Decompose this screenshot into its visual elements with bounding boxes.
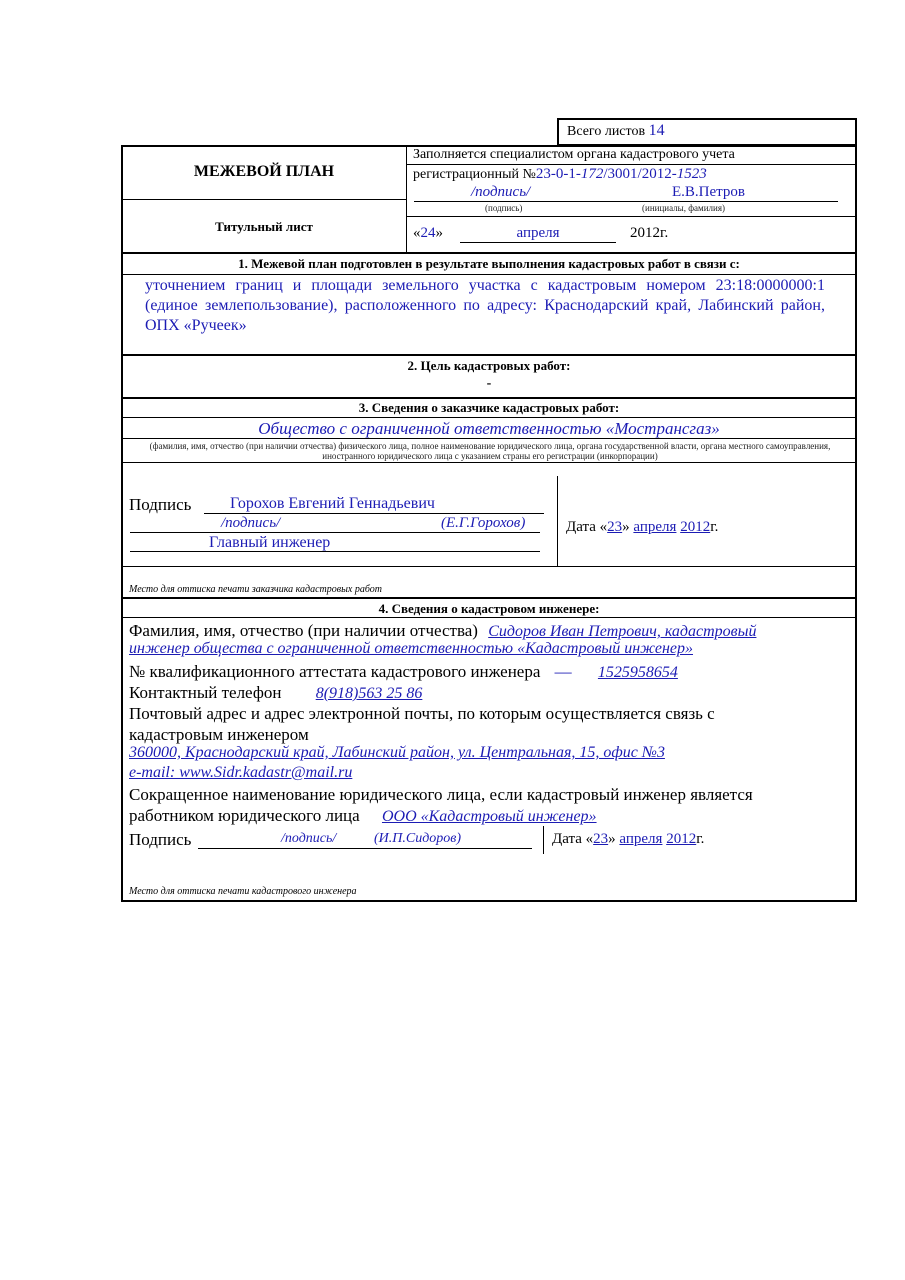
registration-date (413, 225, 443, 242)
registration-line (413, 166, 707, 183)
section-2-bottom (122, 397, 856, 399)
engineer-phone-value: 8(918)563 25 86 (315, 685, 423, 702)
engineer-fio-value-2: инженер общества с ограниченной ответственностью «Кадастровый инженер» (129, 640, 693, 657)
official-signature: /подпись/ (471, 184, 531, 200)
engineer-sign-line (198, 848, 532, 849)
engineer-initials: (И.П.Сидоров) (374, 831, 462, 846)
engineer-fio-value-1: Сидоров Иван Петрович, кадастровый (488, 623, 757, 640)
customer-signature-line (130, 532, 540, 533)
engineer-cert-dash: — (554, 662, 572, 681)
customer-date-label: Дата « (566, 519, 608, 535)
customer-date-day: 23 (607, 519, 623, 535)
header-right-line-2 (406, 216, 856, 217)
engineer-sign-label: Подпись (129, 830, 192, 849)
customer-initials: (Е.Г.Горохов) (441, 515, 526, 531)
reg-month-line (460, 242, 616, 243)
customer-caption: (фамилия, имя, отчество (при наличии отчества) физического лица, полное наименование юридического лица, органа государственной власти, органа местного самоуправления, иностранного юридического лица с указанием страны его регистрации (инкорпорации) (149, 441, 831, 461)
section-2-value: - (486, 376, 492, 391)
reg-date-open: « (413, 225, 421, 241)
reg-number-d: 1523 (676, 166, 707, 182)
reg-number-c: /3001/2012- (603, 166, 677, 182)
section-3-bottom (122, 597, 856, 599)
caption-name: (инициалы, фамилия) (642, 203, 725, 213)
customer-position: Главный инженер (209, 534, 331, 551)
engineer-date-suffix: г. (696, 831, 705, 847)
customer-position-line (130, 551, 540, 552)
section-1-text: уточнением границ и площади земельного участка с кадастровым номером 23:18:0000000:1 (единое землепользование), расположенного по адресу: Краснодарский край, Лабинский район, ОПХ «Ручеек» (145, 277, 825, 334)
customer-date (566, 519, 718, 536)
caption-sign: (подпись) (485, 203, 523, 213)
engineer-date-close: » (608, 831, 616, 847)
header-divider (406, 146, 407, 253)
engineer-email-value: e-mail: www.Sidr.kadastr@mail.ru (129, 764, 353, 781)
customer-stamp-place: Место для оттиска печати заказчика кадастровых работ (129, 584, 382, 595)
header-bottom (122, 252, 856, 254)
reg-date-year: 2012г. (630, 225, 669, 241)
engineer-phone-label: Контактный телефон (129, 683, 282, 702)
engineer-cert-row (129, 661, 678, 683)
engineer-org-value: ООО «Кадастровый инженер» (381, 808, 597, 825)
section-1-rule (122, 274, 856, 275)
engineer-fio-label: Фамилия, имя, отчество (при наличии отчества) (129, 621, 478, 640)
section-3-title: 3. Сведения о заказчике кадастровых работ: (358, 400, 620, 415)
filled-by-note: Заполняется специалистом органа кадастрового учета (413, 147, 735, 162)
engineer-signature: /подпись/ (281, 831, 337, 846)
sheets-count: 14 (648, 122, 665, 139)
engineer-org-label-text: Сокращенное наименование юридического лица, если кадастровый инженер является работником юридического лица (129, 785, 753, 825)
reg-date-close: » (435, 225, 443, 241)
engineer-date-day: 23 (593, 831, 609, 847)
customer-sign-label: Подпись (129, 495, 192, 514)
engineer-date-year: 2012 (666, 831, 697, 847)
official-sign-line (414, 201, 838, 202)
reg-date-month: апреля (516, 225, 560, 241)
engineer-date (552, 831, 704, 848)
section-4-title: 4. Сведения о кадастровом инженере: (378, 601, 600, 616)
section-2-title: 2. Цель кадастровых работ: (407, 358, 571, 373)
customer-caption-rule (122, 462, 856, 463)
engineer-address-label: Почтовый адрес и адрес электронной почты, по которым осуществляется связь с кадастровым инженером (129, 704, 715, 744)
customer-date-year: 2012 (680, 519, 711, 535)
customer-date-suffix: г. (710, 519, 719, 535)
engineer-sign-divider (543, 826, 544, 854)
sheets-label-text: Всего листов (567, 124, 646, 139)
section-4-rule (122, 617, 856, 618)
engineer-date-month: апреля (619, 831, 663, 847)
section-1-title: 1. Межевой план подготовлен в результате выполнения кадастровых работ в связи с: (238, 256, 740, 271)
reg-number-a: 23-0-1- (535, 166, 581, 182)
customer-sign-divider (557, 476, 558, 566)
customer-rule (122, 438, 856, 439)
engineer-cert-value: 1525958654 (597, 664, 678, 681)
official-name: Е.В.Петров (672, 184, 745, 200)
customer-signer-line (204, 513, 544, 514)
customer-name: Общество с ограниченной ответственностью «Мострансгаз» (258, 419, 720, 438)
customer-signature: /подпись/ (221, 515, 281, 531)
header-right-line-1 (406, 164, 856, 165)
section-1-bottom (122, 354, 856, 356)
reg-label: регистрационный № (413, 167, 536, 182)
engineer-cert-label: № квалификационного аттестата кадастрового инженера (129, 662, 541, 681)
reg-number-b: 172 (580, 166, 604, 182)
customer-stamp-rule (122, 566, 856, 567)
engineer-address-value: 360000, Краснодарский край, Лабинский район, ул. Центральная, 15, офис №3 (129, 744, 665, 761)
engineer-stamp-place: Место для оттиска печати кадастрового инженера (129, 886, 357, 897)
engineer-fio-row (129, 620, 756, 642)
engineer-org-label (129, 784, 819, 827)
customer-signer: Горохов Евгений Геннадьевич (230, 495, 435, 512)
page-subtitle: Титульный лист (215, 219, 313, 234)
engineer-date-label: Дата « (552, 831, 594, 847)
customer-date-month: апреля (633, 519, 677, 535)
reg-date-day: 24 (420, 225, 436, 241)
header-left-split (122, 199, 406, 200)
sheets-label (567, 122, 665, 140)
engineer-phone-row (129, 682, 422, 704)
customer-date-close: » (622, 519, 630, 535)
page-title: МЕЖЕВОЙ ПЛАН (193, 163, 335, 180)
